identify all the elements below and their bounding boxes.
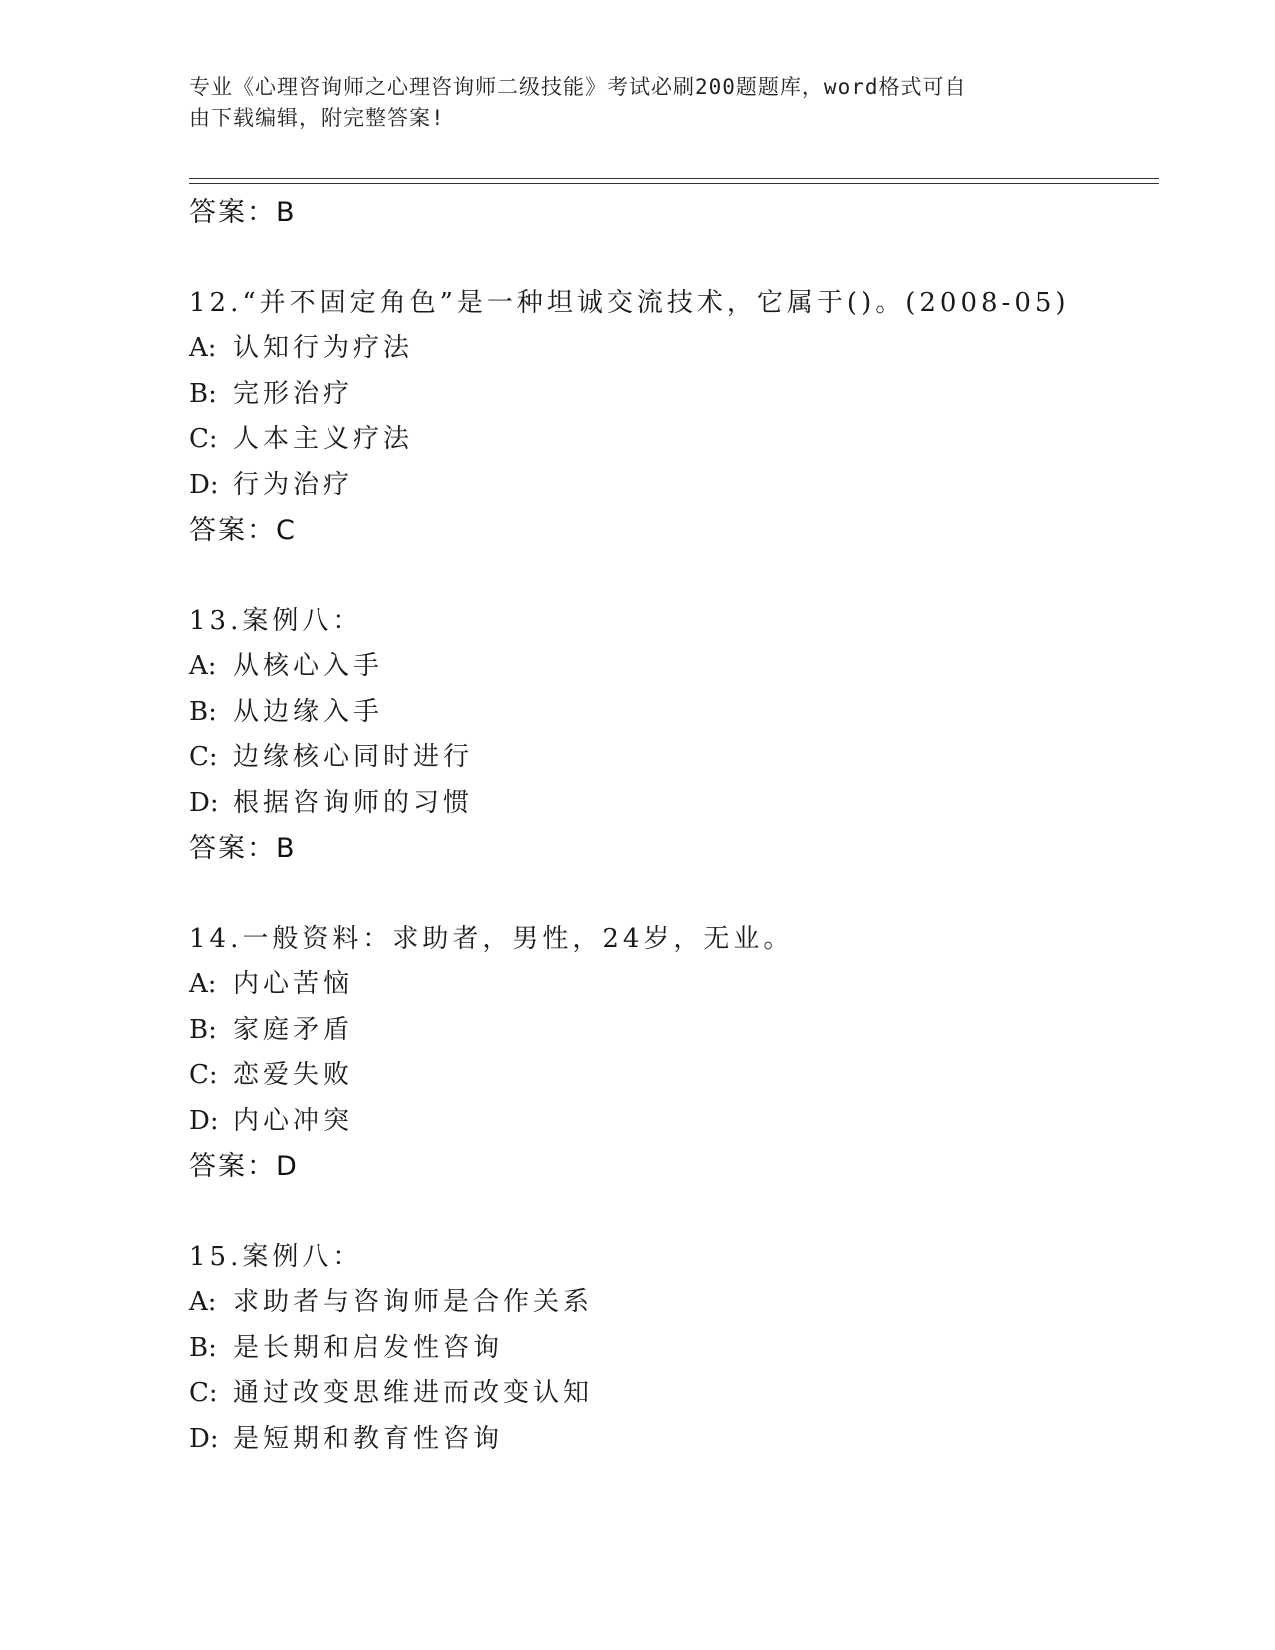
option-text: 从核心入手 <box>233 651 384 681</box>
option-b <box>189 1326 1169 1372</box>
document-header <box>189 72 1069 134</box>
option-key: D: <box>189 1423 219 1454</box>
option-text: 人本主义疗法 <box>233 424 414 454</box>
question-text: 13.案例八： <box>189 606 363 636</box>
option-d <box>189 1417 1169 1463</box>
spacer <box>189 236 1169 280</box>
answer-line: 答案：C <box>189 515 297 546</box>
option-c <box>189 1371 1169 1417</box>
answer-line: 答案：D <box>189 1151 299 1182</box>
option-a <box>189 1280 1169 1326</box>
question-block <box>189 598 1169 872</box>
option-b <box>189 372 1169 418</box>
option-key: B: <box>189 1014 217 1045</box>
option-b <box>189 690 1169 736</box>
option-key: D: <box>189 787 219 818</box>
question-block <box>189 280 1169 554</box>
option-a <box>189 326 1169 372</box>
question-text: 15.案例八： <box>189 1242 363 1272</box>
spacer <box>189 1190 1169 1234</box>
option-a <box>189 644 1169 690</box>
option-key: B: <box>189 378 217 409</box>
option-d <box>189 1099 1169 1145</box>
header-line-1: 专业《心理咨询师之心理咨询师二级技能》考试必刷200题题库，word格式可自 <box>189 75 967 99</box>
option-text: 求助者与咨询师是合作关系 <box>233 1287 594 1317</box>
option-key: A: <box>189 333 217 363</box>
option-key: C: <box>189 742 218 772</box>
header-rule-bottom <box>189 183 1159 184</box>
header-line-2: 由下载编辑，附完整答案! <box>189 106 445 130</box>
option-key: A: <box>189 969 217 999</box>
option-key: B: <box>189 1332 217 1363</box>
option-c <box>189 1053 1169 1099</box>
option-c <box>189 735 1169 781</box>
option-text: 认知行为疗法 <box>233 333 414 363</box>
question-list <box>189 190 1169 1462</box>
option-text: 根据咨询师的习惯 <box>233 787 474 818</box>
option-key: B: <box>189 696 217 727</box>
option-text: 内心苦恼 <box>233 969 354 999</box>
question-block <box>189 1234 1169 1462</box>
option-b <box>189 1008 1169 1054</box>
option-d <box>189 463 1169 509</box>
option-text: 家庭矛盾 <box>233 1014 354 1045</box>
option-text: 内心冲突 <box>233 1105 354 1136</box>
option-text: 边缘核心同时进行 <box>233 742 474 772</box>
option-text: 恋爱失败 <box>233 1060 354 1090</box>
option-key: D: <box>189 1105 219 1136</box>
spacer <box>189 872 1169 916</box>
question-text: 12.“并不固定角色”是一种坦诚交流技术，它属于()。(2008-05) <box>189 288 1070 318</box>
header-rule-top <box>189 178 1159 179</box>
option-a <box>189 962 1169 1008</box>
question-text: 14.一般资料：求助者，男性，24岁，无业。 <box>189 924 794 954</box>
answer-line: 答案：B <box>189 833 297 864</box>
option-key: C: <box>189 424 218 454</box>
option-d <box>189 781 1169 827</box>
option-text: 行为治疗 <box>233 469 354 500</box>
option-key: A: <box>189 651 217 681</box>
option-text: 通过改变思维进而改变认知 <box>233 1378 594 1408</box>
question-block <box>189 916 1169 1190</box>
spacer <box>189 554 1169 598</box>
option-text: 是短期和教育性咨询 <box>233 1423 504 1454</box>
option-c <box>189 417 1169 463</box>
option-text: 从边缘入手 <box>233 696 384 727</box>
option-key: C: <box>189 1378 218 1408</box>
option-text: 是长期和启发性咨询 <box>233 1332 504 1363</box>
option-text: 完形治疗 <box>233 378 354 409</box>
option-key: A: <box>189 1287 217 1317</box>
answer-line: 答案：B <box>189 197 297 228</box>
option-key: C: <box>189 1060 218 1090</box>
option-key: D: <box>189 469 219 500</box>
